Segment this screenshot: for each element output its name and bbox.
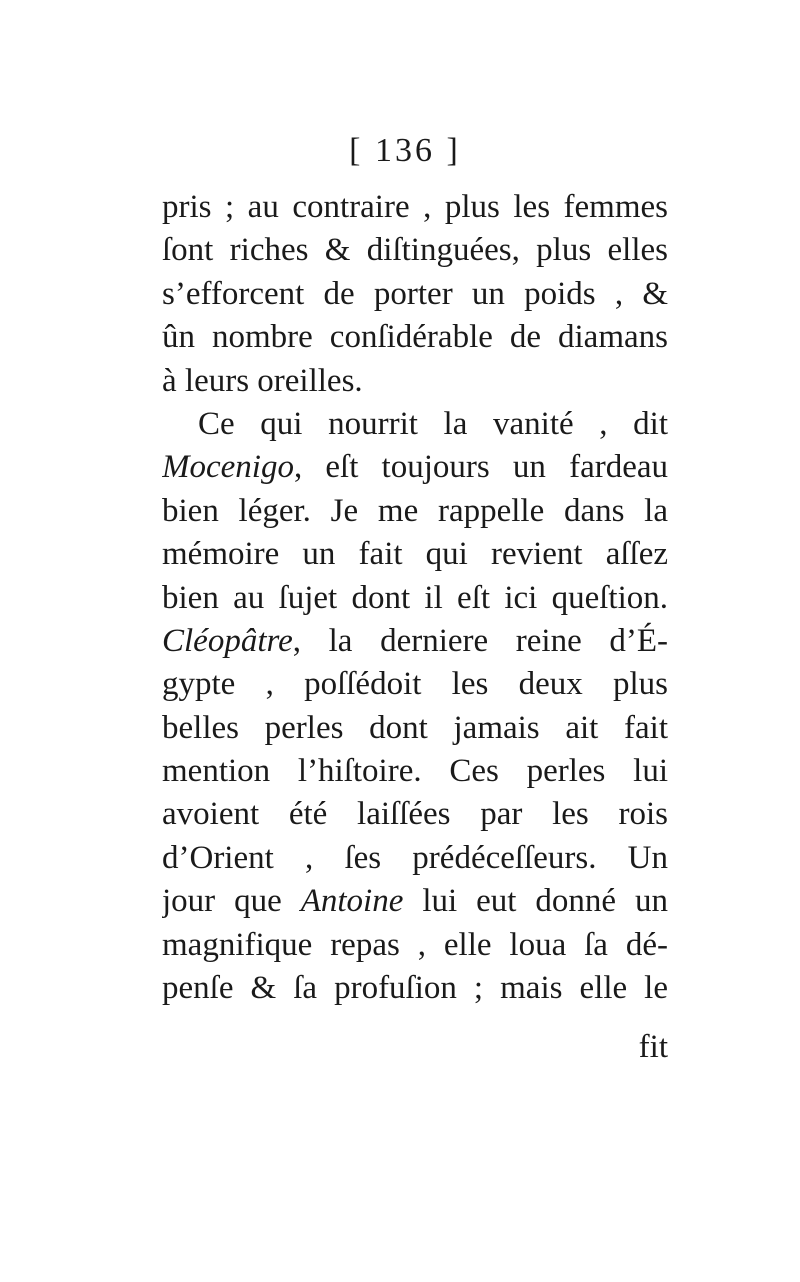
line-text: lui eut donné un: [403, 883, 668, 920]
catchword: fit: [638, 1029, 668, 1065]
line-text: belles perles dont jamais ait fait: [162, 709, 668, 746]
text-line: [162, 880, 668, 923]
page-number: [ 136 ]: [349, 132, 461, 169]
italic-name: Cléopâtre: [162, 622, 293, 659]
line-text: gypte , poſſédoit les deux plus: [162, 666, 668, 703]
text-line: [162, 924, 668, 967]
text-line: [162, 967, 668, 1010]
line-text: , la derniere reine d’É-: [292, 622, 668, 659]
line-text: à leurs oreilles.: [162, 362, 363, 399]
body-text: [162, 186, 668, 1010]
line-text: jour que: [162, 883, 301, 920]
text-line: [162, 229, 668, 272]
line-text: ſont riches & diſtinguées, plus elles: [162, 232, 668, 269]
line-text: bien léger. Je me rappelle dans la: [162, 492, 668, 529]
line-text: pris ; au contraire , plus les femmes: [162, 189, 668, 225]
text-line: [162, 707, 668, 750]
line-text: ûn nombre conſidérable de diamans: [162, 319, 668, 356]
italic-name: Antoine: [300, 883, 404, 920]
text-line: [162, 446, 668, 489]
text-line: [162, 316, 668, 359]
text-line: [162, 793, 668, 836]
line-text: bien au ſujet dont il eſt ici queſtion.: [162, 579, 668, 616]
line-text: mention l’hiſtoire. Ces perles lui: [162, 753, 668, 790]
line-text: d’Orient , ſes prédéceſſeurs. Un: [162, 839, 668, 876]
text-line: [162, 577, 668, 620]
line-text: s’efforcent de porter un poids , &: [162, 275, 668, 312]
line-text: , eſt toujours un fardeau: [293, 449, 668, 486]
text-line: [162, 533, 668, 576]
line-text: mémoire un fait qui revient aſſez: [162, 536, 668, 573]
text-line: [162, 620, 668, 663]
text-line: [162, 663, 668, 706]
line-text: magnifique repas , elle loua ſa dé-: [162, 926, 668, 963]
line-text: penſe & ſa profuſion ; mais elle le: [162, 970, 668, 1007]
text-line: [162, 403, 668, 446]
text-line: [162, 273, 668, 316]
text-line: [162, 750, 668, 793]
text-line: [162, 837, 668, 880]
line-text: avoient été laiſſées par les rois: [162, 796, 668, 833]
text-line: [162, 360, 668, 403]
text-line: [162, 186, 668, 229]
text-line: [162, 490, 668, 533]
line-text: Ce qui nourrit la vanité , dit: [198, 405, 668, 442]
italic-name: Mocenigo: [162, 449, 294, 486]
